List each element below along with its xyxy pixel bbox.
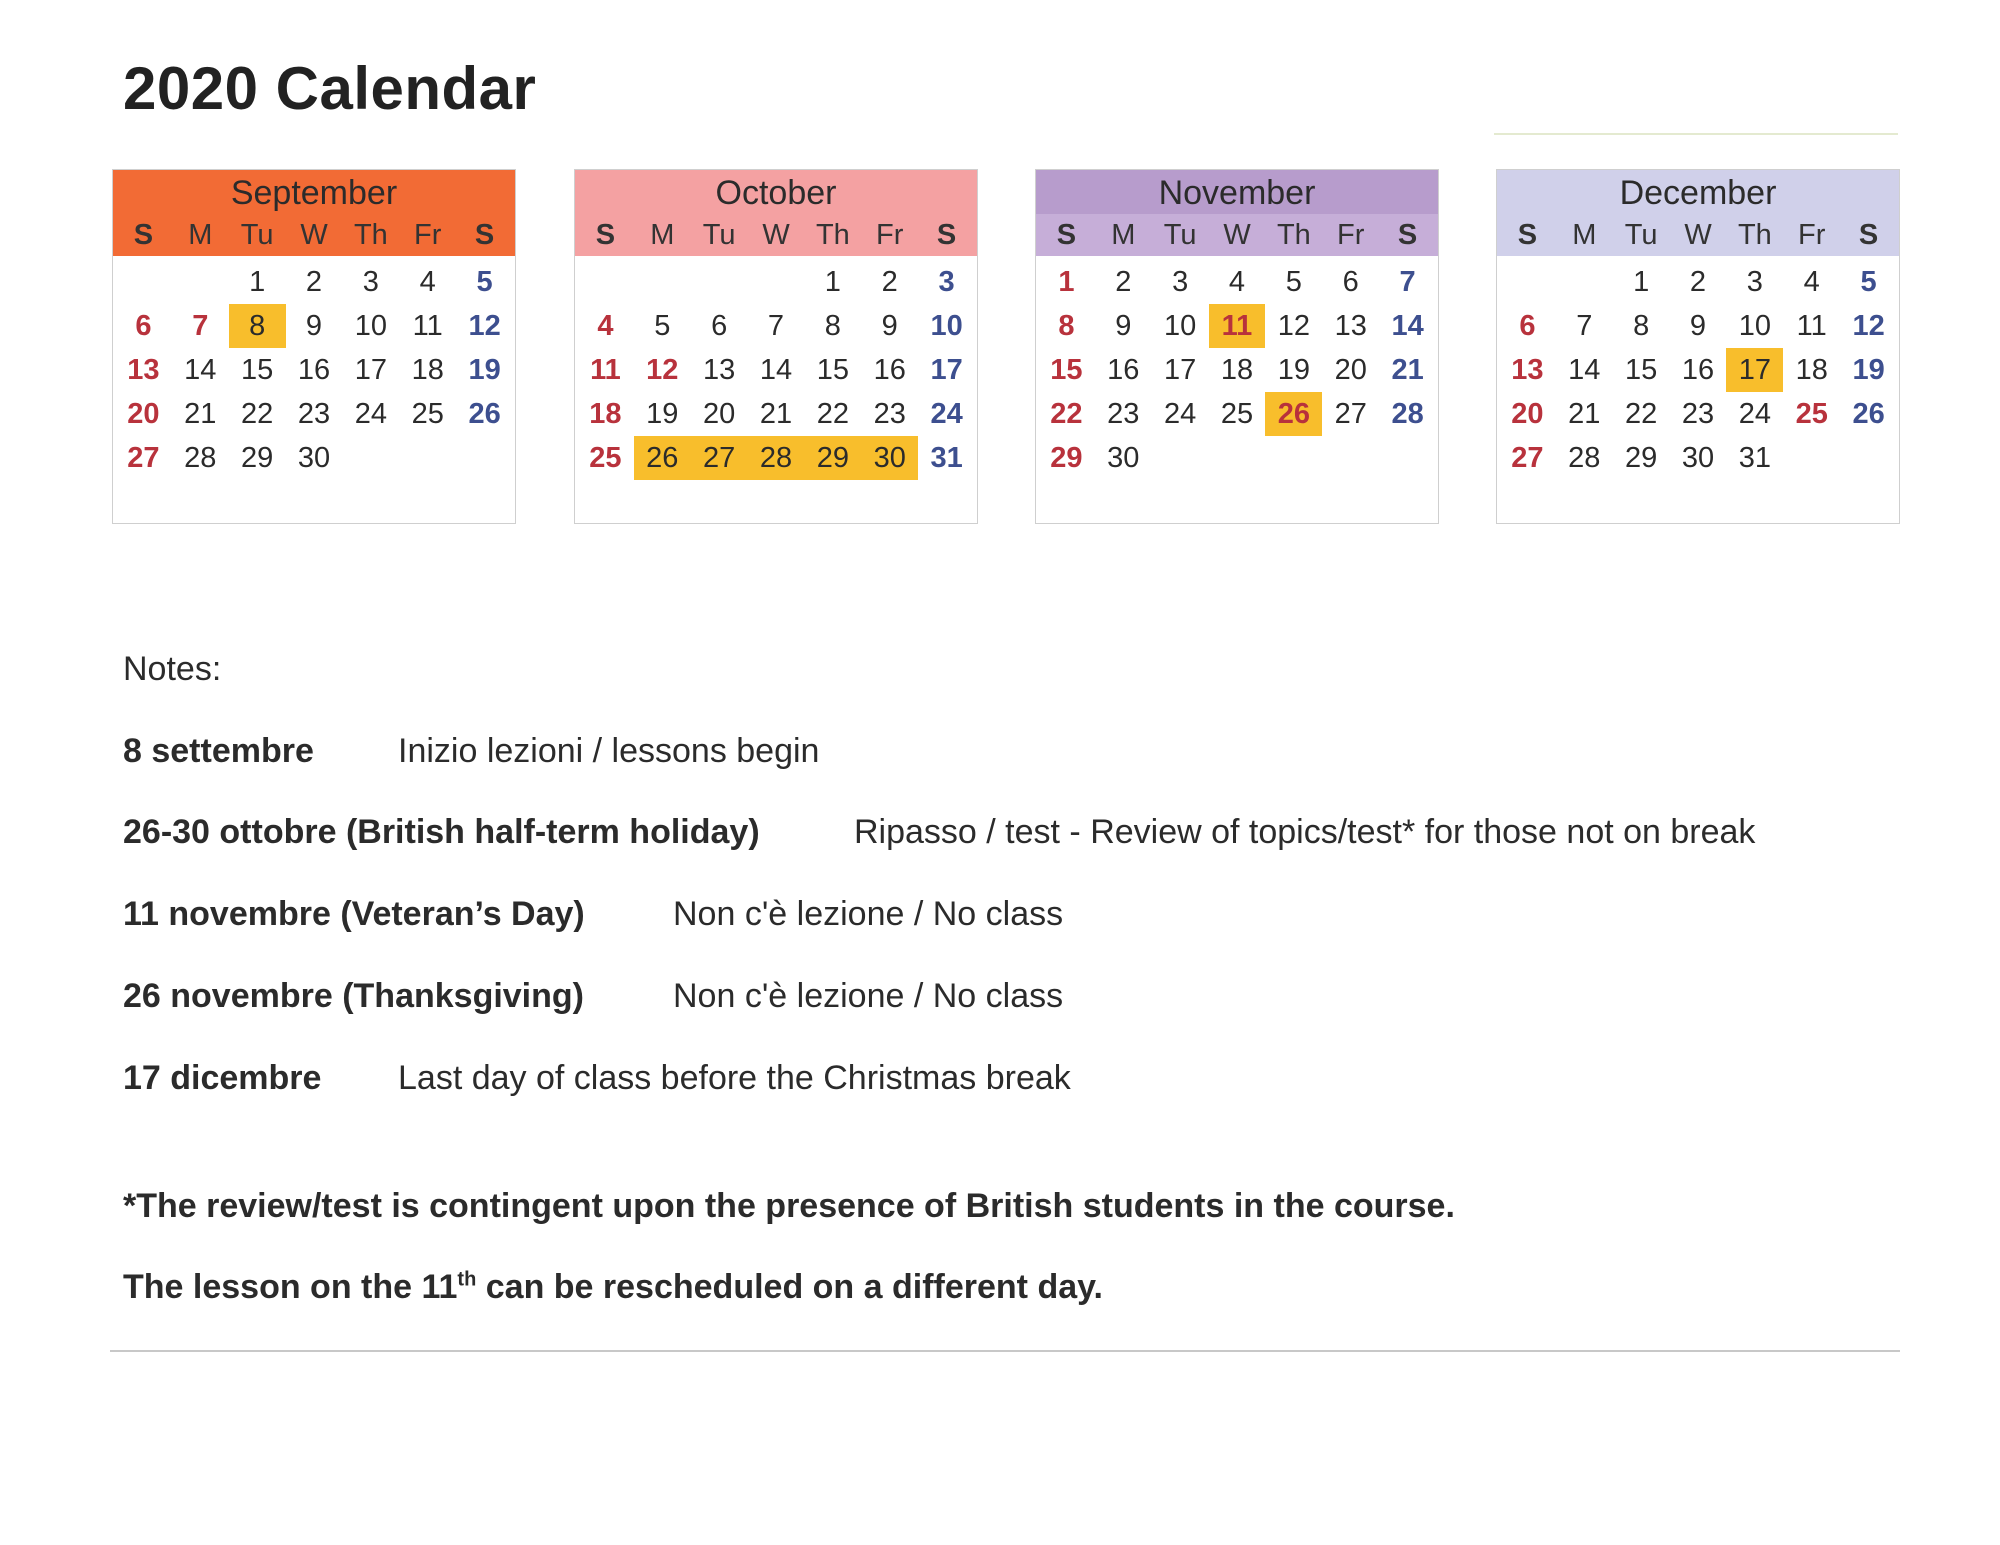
day-cell: 1 [249,266,266,298]
day-cell: 5 [1860,266,1877,298]
day-cell: 13 [127,354,160,386]
day-cell: 8 [1058,310,1075,342]
day-cell: 27 [127,442,160,474]
weekday-header [1497,214,1899,256]
day-cell: 23 [873,398,906,430]
day-cell: 28 [1391,398,1424,430]
month-title: September [113,170,515,214]
day-cell: 19 [1277,354,1310,386]
weekday-label: M [1572,218,1597,251]
note-text: Non c'è lezione / No class [673,977,1064,1015]
weekday-label: Fr [876,218,904,251]
weekday-label: Tu [702,218,736,251]
day-cell: 7 [767,310,785,342]
day-cell: 14 [759,354,793,386]
weekday-header [575,214,977,256]
day-cell: 20 [1511,398,1544,430]
day-cell: 28 [1568,442,1601,474]
day-cell: 22 [816,398,849,430]
day-cell: 14 [184,354,217,386]
day-grid [1036,260,1438,480]
day-cell: 30 [1107,442,1140,474]
header-rule [1494,133,1898,135]
footnote: *The review/test is contingent upon the presence of British students in the course. [123,1187,1455,1225]
day-cell: 5 [654,310,671,342]
weekday-label: Fr [1337,218,1365,251]
day-cell: 21 [184,398,217,430]
day-cell: 15 [816,354,849,386]
weekday-label: Th [1276,218,1311,251]
day-cell: 9 [881,310,898,342]
weekday-label: Tu [1624,218,1658,251]
empty-cell [1499,260,1556,304]
day-cell: 26 [634,436,691,480]
day-cell: 24 [930,398,963,430]
day-cell: 4 [419,266,436,298]
day-cell: 15 [1050,354,1083,386]
day-cell: 3 [362,266,379,298]
weekday-label: S [1397,218,1418,251]
day-cell: 7 [1399,266,1416,298]
day-cell: 2 [305,266,323,298]
weekday-label: W [1684,218,1712,251]
day-cell: 7 [192,310,209,342]
empty-cell [748,260,805,304]
reschedule-note [123,1268,1103,1307]
day-cell: 18 [411,354,444,386]
note-date: 26 novembre (Thanksgiving) [123,977,584,1015]
day-cell: 1 [1058,266,1075,298]
day-cell: 12 [1277,310,1310,342]
day-cell: 10 [354,310,387,342]
month-title: November [1036,170,1438,214]
day-cell: 5 [476,266,493,298]
ordinal-suffix: th [457,1268,477,1291]
calendar-october [574,169,978,524]
page-title: 2020 Calendar [123,55,537,122]
note-text: Ripasso / test - Review of topics/test* for those not on break [854,813,1756,851]
empty-cell [115,260,172,304]
day-cell: 12 [468,310,501,342]
day-cell: 11 [590,354,621,386]
day-cell: 22 [1050,398,1083,430]
day-cell: 26 [468,398,501,430]
day-cell: 20 [1334,354,1367,386]
weekday-label: Tu [240,218,274,251]
day-cell: 3 [1746,266,1763,298]
day-cell: 29 [241,442,274,474]
day-cell: 23 [1107,398,1140,430]
weekday-label: S [133,218,154,251]
day-cell: 24 [1164,398,1197,430]
day-cell: 27 [1511,442,1544,474]
day-cell: 14 [1568,354,1601,386]
day-cell: 14 [1391,310,1424,342]
day-cell: 17 [930,354,963,386]
day-cell: 3 [1172,266,1189,298]
day-cell: 19 [1852,354,1885,386]
day-cell: 16 [297,354,331,386]
day-cell: 18 [1220,354,1254,386]
day-cell: 22 [241,398,274,430]
weekday-label: Fr [414,218,442,251]
day-cell: 5 [1285,266,1302,298]
day-cell: 30 [1681,442,1715,474]
weekday-label: S [936,218,957,251]
calendar-september [112,169,516,524]
day-cell: 2 [881,266,898,298]
day-cell: 10 [930,310,963,342]
day-cell: 11 [1796,310,1827,342]
day-cell: 12 [1852,310,1885,342]
day-cell: 27 [1334,398,1367,430]
empty-cell [691,260,748,304]
day-cell: 30 [297,442,331,474]
day-cell: 17 [1726,348,1783,392]
weekday-label: Tu [1163,218,1197,251]
day-cell: 29 [804,436,861,480]
day-cell: 24 [1738,398,1771,430]
day-cell: 8 [824,310,841,342]
day-cell: 25 [411,398,444,430]
day-cell: 19 [646,398,679,430]
note-text: Inizio lezioni / lessons begin [398,732,820,770]
day-grid [1497,260,1899,480]
weekday-label: W [300,218,328,251]
day-cell: 9 [1689,310,1707,342]
day-cell: 8 [229,304,286,348]
month-title: December [1497,170,1899,214]
weekday-label: M [1111,218,1136,251]
note-date: 8 settembre [123,732,314,770]
weekday-label: S [474,218,495,251]
day-cell: 20 [703,398,736,430]
weekday-label: M [650,218,675,251]
day-cell: 19 [468,354,501,386]
day-cell: 4 [1803,266,1820,298]
day-grid [113,260,515,480]
day-cell: 28 [184,442,217,474]
reschedule-text-start: The lesson on the 11 [123,1268,458,1306]
day-cell: 16 [873,354,906,386]
day-cell: 31 [930,442,963,474]
empty-cell [1556,260,1613,304]
day-cell: 17 [1164,354,1197,386]
day-cell: 21 [759,398,793,430]
day-grid [575,260,977,480]
weekday-label: S [595,218,616,251]
day-cell: 9 [1115,310,1132,342]
day-cell: 31 [1738,442,1771,474]
day-cell: 1 [1633,266,1650,298]
day-cell: 13 [1334,310,1367,342]
day-cell: 13 [703,354,736,386]
day-cell: 7 [1576,310,1593,342]
day-cell: 15 [241,354,274,386]
calendar-november [1035,169,1439,524]
empty-cell [577,260,634,304]
day-cell: 17 [354,354,387,386]
day-cell: 24 [354,398,387,430]
day-cell: 2 [1689,266,1707,298]
day-cell: 12 [646,354,679,386]
weekday-label: M [188,218,213,251]
day-cell: 21 [1391,354,1424,386]
weekday-label: S [1858,218,1879,251]
day-cell: 21 [1568,398,1601,430]
day-cell: 4 [597,310,614,342]
day-cell: 18 [589,398,622,430]
day-cell: 23 [1681,398,1715,430]
day-cell: 18 [1795,354,1828,386]
day-cell: 3 [938,266,955,298]
notes-heading: Notes: [123,650,222,688]
weekday-label: W [1223,218,1251,251]
day-cell: 6 [1519,310,1536,342]
day-cell: 30 [861,436,918,480]
day-cell: 20 [127,398,160,430]
day-cell: 6 [135,310,152,342]
day-cell: 10 [1164,310,1197,342]
empty-cell [634,260,691,304]
weekday-label: Fr [1798,218,1826,251]
weekday-label: Th [353,218,388,251]
day-cell: 26 [1265,392,1322,436]
day-cell: 1 [824,266,841,298]
note-date: 26-30 ottobre (British half-term holiday) [123,813,760,851]
note-date: 11 novembre (Veteran’s Day) [123,895,585,933]
weekday-label: Th [1737,218,1772,251]
empty-cell [172,260,229,304]
day-cell: 8 [1633,310,1650,342]
weekday-header [1036,214,1438,256]
note-text: Last day of class before the Christmas break [398,1059,1071,1097]
day-cell: 13 [1511,354,1544,386]
day-cell: 4 [1228,266,1246,298]
day-cell: 16 [1681,354,1715,386]
day-cell: 27 [691,436,748,480]
weekday-label: W [762,218,790,251]
day-cell: 29 [1625,442,1658,474]
day-cell: 6 [711,310,728,342]
note-text: Non c'è lezione / No class [673,895,1064,933]
day-cell: 28 [748,436,805,480]
day-cell: 16 [1107,354,1140,386]
day-cell: 9 [305,310,323,342]
day-cell: 26 [1852,398,1885,430]
footer-rule [110,1350,1900,1352]
day-cell: 29 [1050,442,1083,474]
day-cell: 15 [1625,354,1658,386]
day-cell: 11 [412,310,443,342]
day-cell: 22 [1625,398,1658,430]
calendar-december [1496,169,1900,524]
note-date: 17 dicembre [123,1059,322,1097]
day-cell: 25 [1795,398,1828,430]
day-cell: 11 [1209,304,1266,348]
day-cell: 10 [1738,310,1771,342]
weekday-label: S [1056,218,1077,251]
day-cell: 25 [1220,398,1254,430]
day-cell: 23 [297,398,331,430]
weekday-label: Th [815,218,850,251]
reschedule-text-end: can be rescheduled on a different day. [476,1268,1103,1306]
day-cell: 2 [1115,266,1132,298]
weekday-label: S [1517,218,1538,251]
day-cell: 25 [589,442,622,474]
day-cell: 6 [1342,266,1359,298]
weekday-header [113,214,515,256]
month-title: October [575,170,977,214]
